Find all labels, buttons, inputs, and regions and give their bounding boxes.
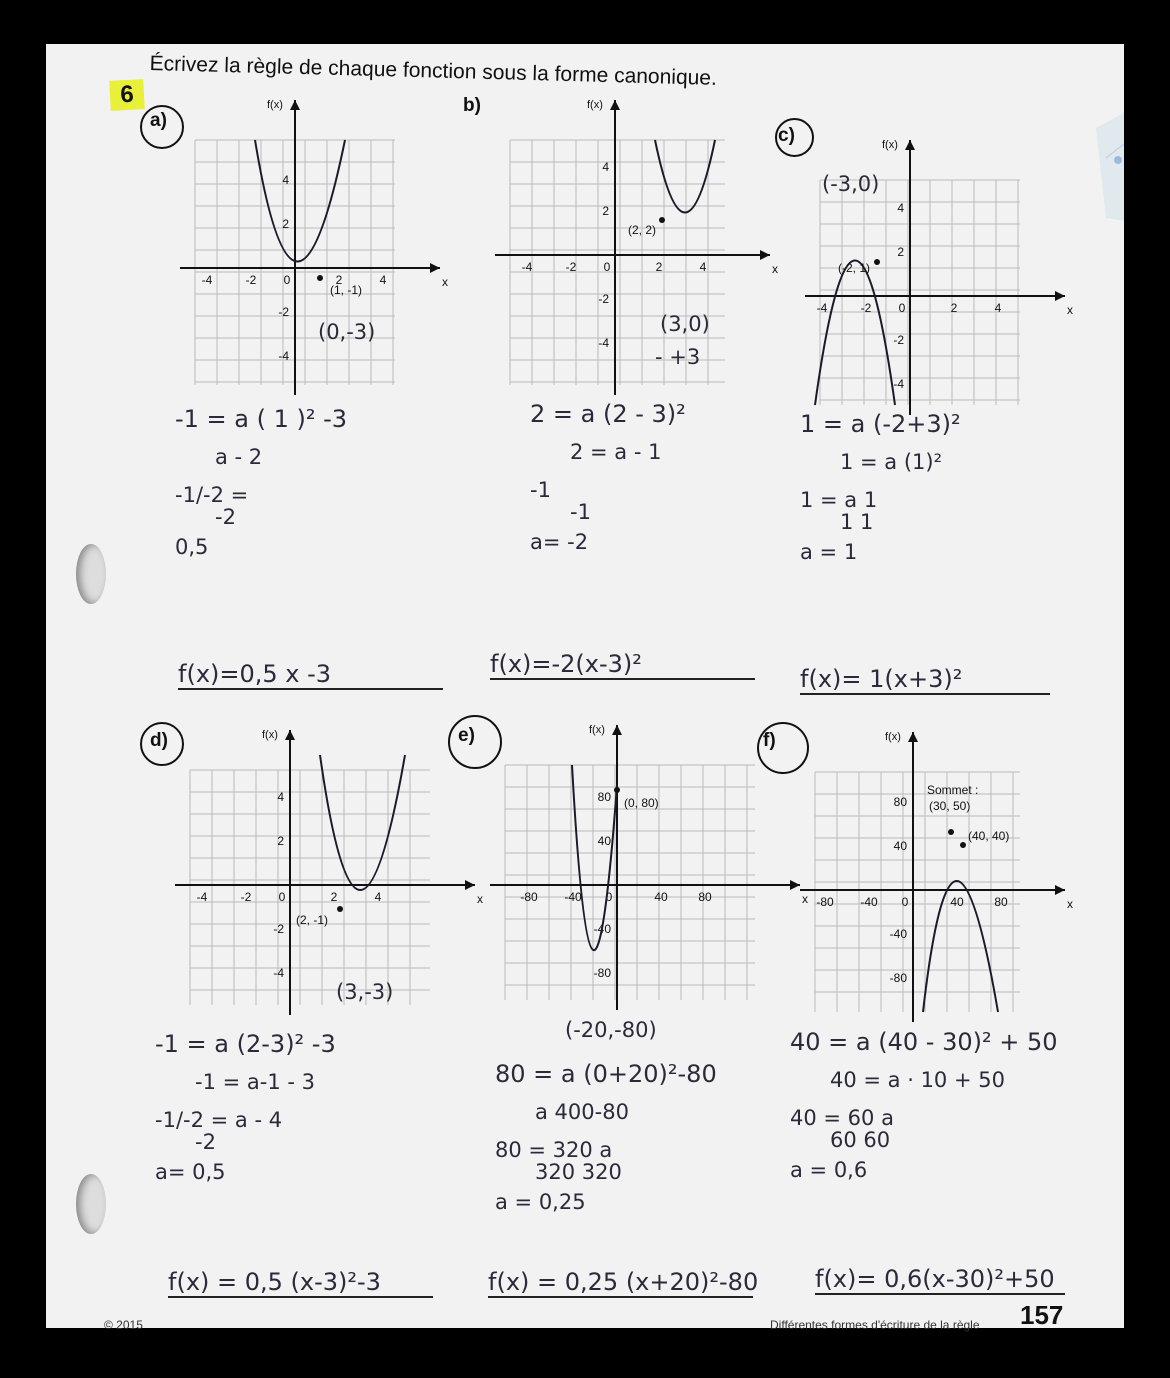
x-axis-arrow [1055,885,1065,895]
handwritten-work-line: a= 0,5 [155,1160,226,1184]
x-tick-label: -2 [565,260,577,274]
y-tick-label: 2 [277,834,284,848]
y-axis-label: f(x) [267,99,283,111]
handwritten-work-line: -1 = a (2-3)² -3 [155,1030,336,1058]
x-tick-label: -2 [860,301,872,315]
x-axis-label: x [1067,897,1073,911]
part-label-e: e) [458,725,475,746]
part-label-f: f) [763,730,776,751]
copyright-text: © 2015 [104,1318,143,1332]
x-tick-label: 4 [379,273,387,287]
graph-grid [815,772,1020,1012]
x-tick-label: -2 [245,273,257,287]
handwritten-annotation: (3,0) [660,312,710,336]
y-tick-label: -4 [273,966,284,980]
handwritten-work-line: -1 [570,500,591,524]
x-axis-label: x [802,892,808,906]
y-tick-label: -40 [593,922,611,936]
x-tick-label: 0 [605,890,613,904]
x-tick-label: 0 [603,260,611,274]
y-tick-label: 4 [897,201,904,215]
y-tick-label: -80 [593,966,611,980]
answer-line: f(x) = 0,25 (x+20)²-80 [488,1268,759,1296]
x-tick-label: 0 [278,890,286,904]
handwritten-work-line: -1 [530,478,551,502]
x-tick-label: -40 [860,895,878,909]
point-label: (0, 80) [624,796,659,810]
x-tick-label: 40 [950,895,964,909]
point-label: (2, 2) [628,223,657,237]
x-tick-label: 4 [374,890,382,904]
y-tick-label: 40 [597,834,611,848]
part-label-a: a) [150,110,167,131]
handwritten-annotation: (-3,0) [822,172,880,196]
handwritten-work-line: -2 [195,1130,216,1154]
handwritten-annotation: (3,-3) [336,980,394,1004]
x-tick-label: 0 [901,895,909,909]
y-axis-label: f(x) [885,731,901,743]
handwritten-annotation: (-20,-80) [565,1018,657,1042]
handwritten-work-line: a = 1 [800,540,858,564]
x-tick-label: 2 [335,273,343,287]
y-tick-label: 2 [282,217,289,231]
y-tick-label: 2 [602,204,609,218]
x-tick-label: -2 [240,890,252,904]
handwritten-work-line: 40 = a (40 - 30)² + 50 [790,1028,1058,1056]
y-tick-label: -2 [273,922,284,936]
answer-line: f(x) = 0,5 (x-3)²-3 [168,1268,433,1298]
handwritten-work-line: a = 0,25 [495,1190,586,1214]
handwritten-work-line: a 400-80 [535,1100,629,1124]
x-tick-label: -80 [816,895,834,909]
handwritten-work-line: 60 60 [830,1128,891,1152]
y-tick-label: -2 [893,333,904,347]
handwritten-work-line: 1 = a 1 [800,488,878,512]
point-label: (-2, 1) [838,261,871,275]
x-tick-label: 2 [655,260,663,274]
answer-line: f(x)=0,5 x -3 [178,660,443,690]
handwritten-work-line: a= -2 [530,530,589,554]
handwritten-work-line: 40 = a · 10 + 50 [830,1068,1005,1092]
x-axis-label: x [477,892,483,906]
x-tick-label: 2 [330,890,338,904]
handwritten-work-line: 1 = a (-2+3)² [800,410,961,438]
handwritten-annotation: - +3 [655,345,701,369]
answer-line: f(x)= 1(x+3)² [800,665,1050,695]
x-tick-label: 40 [654,890,668,904]
point-label: (1, -1) [330,283,363,297]
x-tick-label: -40 [564,890,582,904]
x-tick-label: 4 [699,260,707,274]
handwritten-work-line: 2 = a (2 - 3)² [530,400,686,428]
y-tick-label: -4 [278,349,289,363]
y-axis-label: f(x) [882,139,898,151]
x-axis-label: x [1067,303,1073,317]
point-label: (40, 40) [968,829,1010,843]
handwritten-work-line: a = 0,6 [790,1158,868,1182]
x-axis-label: x [442,275,448,289]
x-tick-label: 0 [898,301,906,315]
y-tick-label: 4 [277,790,284,804]
y-tick-label: 80 [597,790,611,804]
x-tick-label: 4 [994,301,1002,315]
y-axis-arrow [908,732,918,742]
y-tick-label: 2 [897,245,904,259]
handwritten-work-line: 1 1 [840,510,874,534]
handwritten-work-line: 2 = a - 1 [570,440,662,464]
x-tick-label: 0 [283,273,291,287]
y-tick-label: -2 [278,305,289,319]
y-tick-label: -80 [889,971,907,985]
y-axis-label: f(x) [589,724,605,736]
marked-point [948,829,954,835]
handwritten-work-line: -1/-2 = [175,483,249,507]
answer-line: f(x)= 0,6(x-30)²+50 [815,1265,1065,1295]
part-label-d: d) [150,730,168,751]
vertex-coordinates: (30, 50) [929,799,971,813]
y-tick-label: -2 [598,292,609,306]
x-tick-label: -4 [521,260,533,274]
y-tick-label: -4 [598,336,609,350]
handwritten-annotation: (0,-3) [318,320,376,344]
marked-point [960,842,966,848]
handwritten-work-line: 80 = 320 a [495,1138,613,1162]
y-tick-label: -40 [889,927,907,941]
x-tick-label: 2 [950,301,958,315]
handwritten-work-line: -1 = a ( 1 )² -3 [175,405,348,433]
handwritten-work-line: 0,5 [175,535,209,559]
point-label: (2, -1) [296,913,329,927]
x-tick-label: -4 [201,273,213,287]
y-tick-label: 40 [893,839,907,853]
answer-line: f(x)=-2(x-3)² [490,650,755,680]
x-tick-label: 80 [698,890,712,904]
y-tick-label: -4 [893,377,904,391]
handwritten-work-line: -2 [215,505,236,529]
handwritten-work-line: -1/-2 = a - 4 [155,1108,283,1132]
x-axis-label: x [772,262,778,276]
part-label-b: b) [463,95,481,116]
x-tick-label: -80 [520,890,538,904]
x-tick-label: 80 [994,895,1008,909]
handwritten-work-line: 1 = a (1)² [840,450,943,474]
handwritten-work-line: a - 2 [215,445,263,469]
handwritten-work-line: -1 = a-1 - 3 [195,1070,315,1094]
exercise-number: 6 [109,79,145,111]
handwritten-work-line: 80 = a (0+20)²-80 [495,1060,717,1088]
y-tick-label: 80 [893,795,907,809]
y-tick-label: 4 [282,173,289,187]
vertex-label: Sommet : [927,783,979,797]
exercise-instruction: Écrivez la règle de chaque fonction sous la forme canonique. [149,52,718,90]
footer-chapter-title: Différentes formes d'écriture de la règle [770,1318,980,1332]
handwritten-work-line: 40 = 60 a [790,1106,894,1130]
x-tick-label: -4 [816,301,828,315]
y-tick-label: 4 [602,160,609,174]
handwritten-work-line: 320 320 [535,1160,622,1184]
x-tick-label: -4 [196,890,208,904]
part-label-c: c) [778,125,795,146]
y-axis-label: f(x) [587,99,603,111]
page-number: 157 [1020,1300,1064,1330]
y-axis-label: f(x) [262,729,278,741]
